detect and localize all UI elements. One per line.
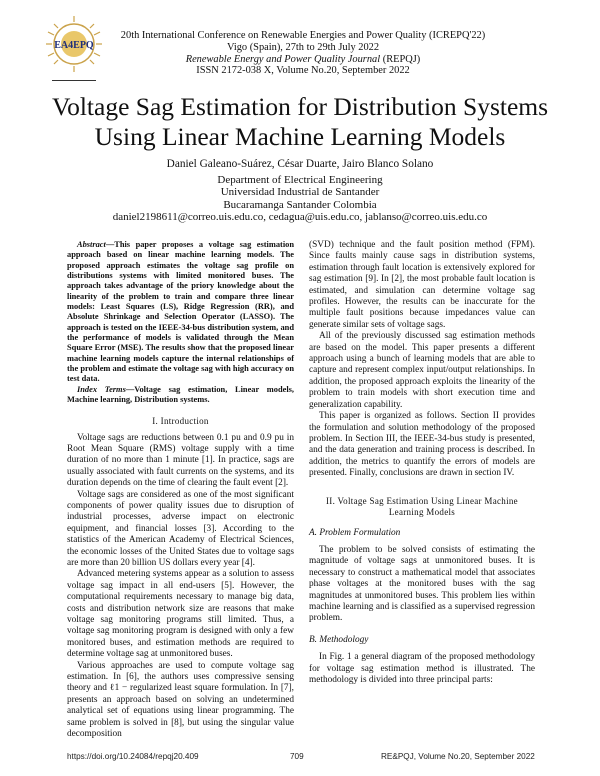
intro-paragraph-4: Various approaches are used to compute voltage sag estimation. In [6], the authors uses compressive sensing theory and ℓ1 − regularized least square formulation. In [7], presents an approach based on solving an undetermined analytical set of equations using linear programming. The same problem is solved in [8], but using the singular value decomposition bbox=[67, 660, 294, 740]
footer-page-number: 709 bbox=[290, 752, 304, 761]
subsection-problem-formulation: A. Problem Formulation bbox=[309, 527, 401, 538]
journal-name: Renewable Energy and Power Quality Journal bbox=[185, 53, 381, 65]
section-heading-introduction: I. Introduction bbox=[152, 415, 209, 426]
subsection-methodology: B. Methodology bbox=[309, 634, 369, 645]
intro-paragraph-3: Advanced metering systems appear as a solution to assess voltage sag impact in all end-users [5]. However, the computational requirements necessary to manage big data, costs and distribution network size are reasons that make voltage sag monitoring programs still limited. Thus, a voltage sag monitoring program is designed with only a few monitored buses, and estimation methods are required to determine voltage sag at unmonitored buses. bbox=[67, 569, 294, 660]
svg-text:EA4EPQ: EA4EPQ bbox=[54, 40, 94, 51]
right-paragraph-3: This paper is organized as follows. Section II provides the formulation and solution methodology of the proposed problem. In Section III, the IEEE-34-bus study is presented, and the data generation and training process is described. In addition, the metrics to quantify the errors of models are presented. Finally, conclusions are drawn in section IV. bbox=[309, 411, 535, 479]
abstract-text: —This paper proposes a voltage sag estimation approach based on linear machine learning models. The proposed approach estimates the voltage sag profile on distributions systems with limited monitored buses. The approach takes advantage of the priory knowledge about the linearity of the problem to train and compare three linear models: Least Squares (LS), Ridge Regression (RR), and Absolute Shrinkage and Selection Operator (LASSO). The approach is tested on the IEEE-34-bus distribution system, and the performance of models is validated through the Mean Square Error (MSE). The results show that the proposed linear machine learning models capture the internal relationships of the problem and estimate the voltage sag with high accuracy on test data. bbox=[67, 240, 294, 384]
journal-line bbox=[108, 54, 498, 66]
footer-journal-ref: RE&PQJ, Volume No.20, September 2022 bbox=[381, 752, 535, 761]
problem-formulation-text: The problem to be solved consists of estimating the magnitude of voltage sags at unmonitored buses. It is necessary to construct a mathematical model that associates phase voltages at the monitored buses with the sag magnitudes at unmonitored buses. This problem lies within machine learning and is classified as a supervised regression problem. bbox=[309, 544, 535, 624]
section-heading-2-line-1: II. Voltage Sag Estimation Using Linear Machine bbox=[326, 495, 518, 506]
conference-location: Vigo (Spain), 27th to 29th July 2022 bbox=[226, 41, 380, 53]
right-paragraph-1: (SVD) technique and the fault position method (FPM). Since faults mainly cause sags in distribution systems, estimation through fault location is extensively explored for sag estimation [9]. In [2], the most probable fault location is estimated, and simulation can determine voltage sag profiles. However, the results can be inaccurate for the multiple fault positions because impedances value can generate similar sets of voltage sags. bbox=[309, 240, 535, 330]
author-block bbox=[20, 158, 580, 224]
author-names: Daniel Galeano-Suárez, César Duarte, Jairo Blanco Solano bbox=[166, 158, 434, 170]
title-line-1: Voltage Sag Estimation for Distribution Systems bbox=[51, 92, 549, 121]
left-column bbox=[67, 240, 294, 740]
conference-name: 20th International Conference on Renewable Energies and Power Quality (ICREPQ'22) bbox=[120, 30, 486, 41]
author-university: Universidad Industrial de Santander bbox=[220, 186, 380, 198]
ea4epq-logo bbox=[44, 14, 104, 78]
author-city: Bucaramanga Santander Colombia bbox=[223, 198, 377, 211]
section-heading-2-line-2: Learning Models bbox=[388, 506, 456, 517]
intro-paragraph-1: Voltage sags are reductions between 0.1 pu and 0.9 pu in Root Mean Square (RMS) voltage supply with a time duration of no more than 1 minute [1]. In practice, sags are usually associated with fault currents on the systems, and its duration depends on the time of clearing the fault event [2]. bbox=[67, 432, 294, 489]
abstract-label: Abstract bbox=[77, 240, 106, 249]
methodology-text: In Fig. 1 a general diagram of the proposed methodology for voltage sag estimation method is illustrated. The methodology is divided into three principal parts: bbox=[309, 652, 535, 685]
author-emails: daniel2198611@correo.uis.edu.co, cedagua@uis.edu.co, jablanso@correo.uis.edu.co bbox=[112, 211, 488, 223]
index-terms-text: —Voltage sag estimation, Linear models, Machine learning, Distribution systems. bbox=[67, 384, 294, 405]
logo-underline bbox=[52, 80, 96, 81]
paper-title bbox=[20, 92, 580, 152]
right-paragraph-2: All of the previously discussed sag estimation methods are based on the model. This paper presents a different approach using a bunch of learning models that are able to capture and represent complex input/output relationships. In addition, the proposed approach exploits the linearity of the problem to train models with short execution time and generalization capability. bbox=[309, 331, 535, 410]
footer-doi[interactable]: https://doi.org/10.24084/repqj20.409 bbox=[67, 752, 199, 761]
issn: ISSN 2172-038 X, Volume No.20, September 2022 bbox=[196, 65, 410, 77]
right-column bbox=[309, 240, 535, 686]
journal-abbr: (REPQJ) bbox=[382, 53, 421, 65]
author-department: Department of Electrical Engineering bbox=[217, 173, 383, 186]
title-line-2: Using Linear Machine Learning Models bbox=[94, 122, 506, 151]
index-terms bbox=[67, 385, 294, 406]
abstract bbox=[67, 240, 294, 385]
index-terms-label: Index Terms bbox=[77, 384, 126, 394]
conference-header bbox=[108, 30, 498, 77]
intro-paragraph-2: Voltage sags are considered as one of the most significant components of power quality issues due to disruption of industrial processes, adverse impact on electronic equipment, and financial losses [3]. According to the statistics of the American Academy of Electrical Sciences, the economic losses of the United States due to voltage sags are more than 20 billion US dollars every year [4]. bbox=[67, 489, 294, 568]
